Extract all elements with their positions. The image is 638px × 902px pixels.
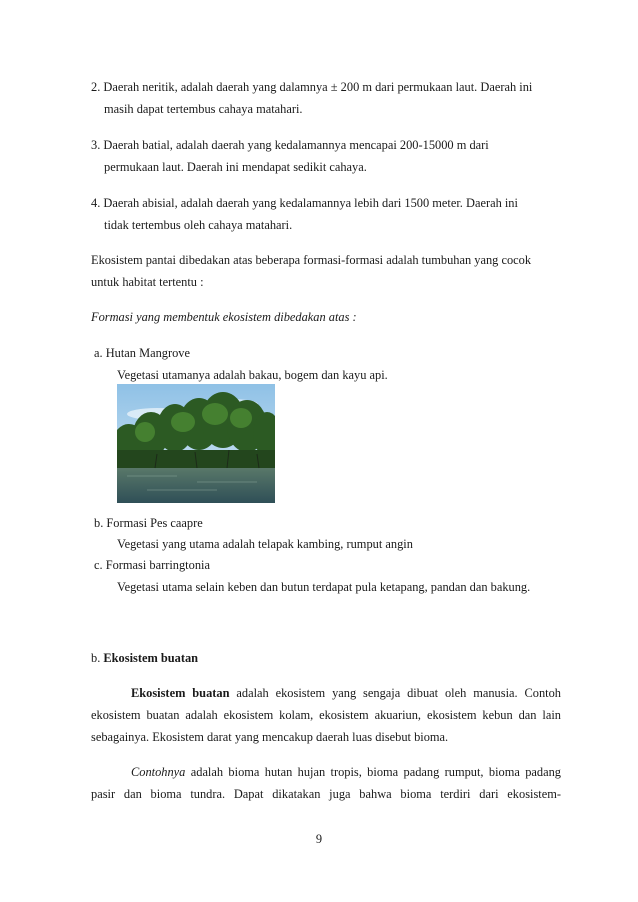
buatan-heading-title: Ekosistem buatan — [103, 651, 199, 665]
page-number: 9 — [315, 832, 323, 846]
formasi-a-title: a. Hutan Mangrove — [94, 346, 190, 360]
formasi-heading: Formasi yang membentuk ekosistem dibedakan atas : — [91, 310, 357, 324]
abisial-line-2: tidak tertembus oleh cahaya matahari. — [104, 218, 293, 232]
batial-line-2: permukaan laut. Daerah ini mendapat sedikit cahaya. — [104, 160, 367, 174]
buatan-p2-italic: Contohnya — [131, 765, 186, 779]
buatan-p1-bold: Ekosistem buatan — [131, 686, 230, 700]
buatan-p1-line-1 — [131, 685, 561, 701]
formasi-b-title: b. Formasi Pes caapre — [94, 516, 203, 530]
formasi-c-desc: Vegetasi utama selain keben dan butun terdapat pula ketapang, pandan dan bakung. — [117, 580, 531, 594]
pantai-line-2: untuk habitat tertentu : — [91, 275, 204, 289]
buatan-p1-line-2: ekosistem buatan adalah ekosistem kolam, ekosistem akuariun, ekosistem kebun dan lain — [91, 708, 561, 722]
formasi-a-desc: Vegetasi utamanya adalah bakau, bogem dan kayu api. — [117, 368, 388, 382]
buatan-p2-line-1 — [131, 764, 561, 780]
buatan-heading-prefix: b. — [91, 651, 104, 665]
abisial-line-1: 4. Daerah abisial, adalah daerah yang kedalamannya lebih dari 1500 meter. Daerah ini — [91, 196, 518, 210]
neritik-line-1: 2. Daerah neritik, adalah daerah yang dalamnya ± 200 m dari permukaan laut. Daerah ini — [91, 80, 533, 94]
formasi-c-title: c. Formasi barringtonia — [94, 558, 210, 572]
mangrove-photo — [117, 384, 275, 503]
pantai-line-1: Ekosistem pantai dibedakan atas beberapa formasi-formasi adalah tumbuhan yang cocok — [91, 253, 532, 267]
buatan-p1-rest: adalah ekosistem yang sengaja dibuat oleh manusia. Contoh — [229, 686, 561, 700]
formasi-b-desc: Vegetasi yang utama adalah telapak kambing, rumput angin — [117, 537, 413, 551]
buatan-p2-line-2: pasir dan bioma tundra. Dapat dikatakan juga bahwa bioma terdiri dari ekosistem- — [91, 787, 561, 801]
buatan-p1-line-3: sebagainya. Ekosistem darat yang mencakup daerah luas disebut bioma. — [91, 730, 449, 744]
buatan-heading — [91, 650, 198, 666]
buatan-p2-rest: adalah bioma hutan hujan tropis, bioma padang rumput, bioma padang — [185, 765, 561, 779]
batial-line-1: 3. Daerah batial, adalah daerah yang kedalamannya mencapai 200-15000 m dari — [91, 138, 489, 152]
neritik-line-2: masih dapat tertembus cahaya matahari. — [104, 102, 303, 116]
